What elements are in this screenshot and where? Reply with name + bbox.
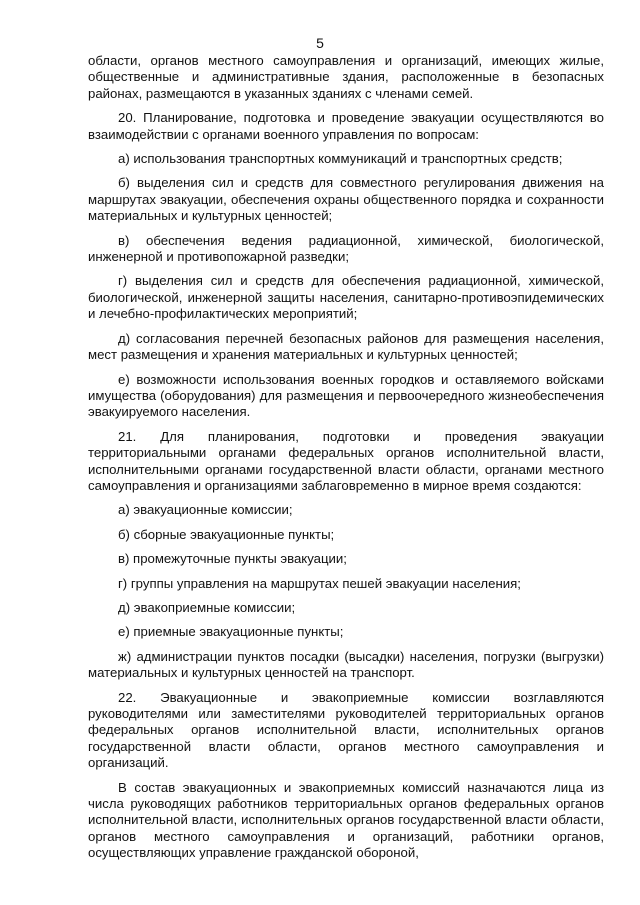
- list-item-21e: е) приемные эвакуационные пункты;: [118, 624, 344, 640]
- paragraph-22: 22. Эвакуационные и эвакоприемные комиссии возглавляются руководителями или заместителями руководителей территориальных органов федеральных органов исполнительной власти, исполнительных органов государственной власти области, органов местного самоуправления и организаций.: [88, 689, 604, 771]
- paragraph-22-composition: В состав эвакуационных и эвакоприемных комиссий назначаются лица из числа руководящих работников территориальных органов федеральных органов исполнительной власти, исполнительных органов государственной власти области, органов местного самоуправления и организаций, работники органов, осуществляющих управление гражданской обороной,: [88, 779, 604, 861]
- list-item-21d: д) эвакоприемные комиссии;: [118, 599, 296, 615]
- list-item-21v: в) промежуточные пункты эвакуации;: [118, 551, 347, 567]
- list-item-21g: г) группы управления на маршрутах пешей эвакуации населения;: [118, 575, 521, 591]
- list-item-20a: а) использования транспортных коммуникаций и транспортных средств;: [118, 151, 563, 167]
- list-item-20v: в) обеспечения ведения радиационной, химической, биологической, инженерной и противопожарной разведки;: [88, 232, 604, 265]
- list-item-20b: б) выделения сил и средств для совместного регулирования движения на маршрутах эвакуации, обеспечения охраны общественного порядка и сохранности материальных и культурных ценностей;: [88, 175, 604, 224]
- page-number: 5: [316, 35, 324, 51]
- paragraph-continuation: области, органов местного самоуправления и организаций, имеющих жилые, общественные и административные здания, расположенные в безопасных районах, размещаются в указанных зданиях с членами семей.: [88, 53, 604, 101]
- document-body: [88, 53, 604, 870]
- list-item-21a: а) эвакуационные комиссии;: [118, 502, 293, 518]
- list-item-20e: е) возможности использования военных городков и оставляемого войсками имущества (оборудования) для размещения и первоочередного жизнеобеспечения эвакуируемого населения.: [88, 371, 604, 420]
- paragraph-20: 20. Планирование, подготовка и проведение эвакуации осуществляются во взаимодействии с органами военного управления по вопросам:: [88, 110, 604, 142]
- list-item-20d: д) согласования перечней безопасных районов для размещения населения, мест размещения и хранения материальных и культурных ценностей;: [88, 330, 604, 363]
- paragraph-21: 21. Для планирования, подготовки и проведения эвакуации территориальными органами федеральных органов исполнительной власти, исполнительными органами государственной власти области, органами местного самоуправления и организациями заблаговременно в мирное время создаются:: [88, 428, 604, 493]
- list-item-20g: г) выделения сил и средств для обеспечения радиационной, химической, биологической, инженерной защиты населения, санитарно-противоэпидемических и лечебно-профилактических мероприятий;: [88, 273, 604, 322]
- list-item-21zh: ж) администрации пунктов посадки (высадки) населения, погрузки (выгрузки) материальных и культурных ценностей на транспорт.: [88, 648, 604, 681]
- list-item-21b: б) сборные эвакуационные пункты;: [118, 526, 335, 542]
